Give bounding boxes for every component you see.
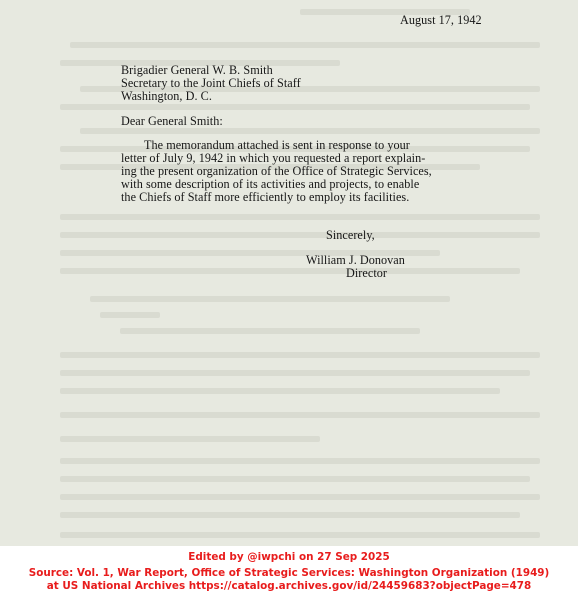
source-citation: Source: Vol. 1, War Report, Office of Strategic Services: Washington Organization (1949) bbox=[28, 567, 550, 579]
closing: Sincerely, bbox=[326, 228, 375, 242]
body-line: the Chiefs of Staff more efficiently to employ its facilities. bbox=[121, 190, 410, 204]
recipient-title: Secretary to the Joint Chiefs of Staff bbox=[121, 76, 301, 90]
salutation: Dear General Smith: bbox=[121, 114, 223, 128]
archive-link: at US National Archives https://catalog.archives.gov/id/24459683?objectPage=478 bbox=[46, 580, 532, 592]
recipient-city: Washington, D. C. bbox=[121, 89, 212, 103]
letter-date: August 17, 1942 bbox=[400, 13, 482, 27]
signatory-title: Director bbox=[346, 266, 388, 280]
signatory-name: William J. Donovan bbox=[306, 253, 405, 267]
edited-credit: Edited by @iwpchi on 27 Sep 2025 bbox=[188, 551, 390, 563]
recipient-name: Brigadier General W. B. Smith bbox=[121, 63, 273, 77]
body-line: letter of July 9, 1942 in which you requested a report explain- bbox=[121, 151, 426, 165]
body-line: The memorandum attached is sent in response to your bbox=[144, 138, 410, 152]
body-line: with some description of its activities and projects, to enable bbox=[121, 177, 420, 191]
body-line: ing the present organization of the Office of Strategic Services, bbox=[121, 164, 432, 178]
